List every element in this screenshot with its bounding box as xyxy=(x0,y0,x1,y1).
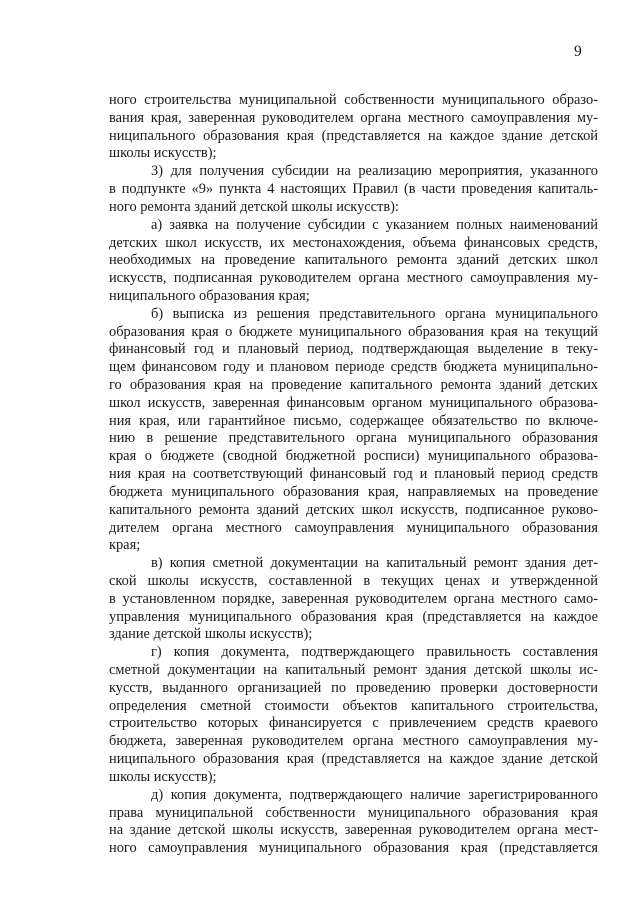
text-line: капитального ремонта зданий детских школ искусств, подписанное руково- xyxy=(109,501,598,518)
text-line: бюджета, заверенная руководителем органа местного самоуправления му- xyxy=(109,733,598,750)
text-line: края; xyxy=(109,537,141,554)
document-body xyxy=(109,92,598,858)
text-line: управления муниципального образования края (представляется на каждое xyxy=(109,608,598,625)
text-line: вания края, заверенная руководителем органа местного самоуправления му- xyxy=(109,109,598,126)
text-line: школы искусств); xyxy=(109,145,217,162)
page-number: 9 xyxy=(574,43,582,60)
text-line: на здание детской школы искусств, заверенная руководителем органа мест- xyxy=(109,822,598,839)
paragraph xyxy=(109,217,598,306)
text-line: 3) для получения субсидии на реализацию мероприятия, указанного xyxy=(151,163,598,180)
text-line: ской школы искусств, составленной в текущих ценах и утвержденной xyxy=(109,572,598,589)
text-line: нию в решение представительного органа муниципального образования xyxy=(109,430,598,447)
paragraph xyxy=(109,555,598,644)
text-line: г) копия документа, подтверждающего правильность составления xyxy=(151,644,598,661)
paragraph xyxy=(109,163,598,216)
text-line: ного строительства муниципальной собственности муниципального образо- xyxy=(109,92,598,108)
text-line: бюджета муниципального образования края, направляемых на проведение xyxy=(109,483,598,500)
text-line: б) выписка из решения представительного органа муниципального xyxy=(151,305,598,322)
text-line: определения сметной стоимости объектов капитального строительства, xyxy=(109,697,598,714)
paragraph xyxy=(109,787,598,858)
text-line: ния края на соответствующий финансовый год и плановый период средств xyxy=(109,466,598,483)
text-line: школ искусств, заверенная финансовым органом муниципального образова- xyxy=(109,394,598,411)
paragraph xyxy=(109,92,598,163)
paragraph xyxy=(109,306,598,555)
text-line: необходимых на проведение капитального ремонта зданий детских школ xyxy=(109,252,598,269)
text-line: ниципального образования края; xyxy=(109,287,310,304)
text-line: ного самоуправления муниципального образования края (представляется xyxy=(109,840,598,857)
paragraph xyxy=(109,644,598,787)
text-line: ниципального образования края (представляется на каждое здание детской xyxy=(109,751,598,768)
text-line: ниципального образования края (представляется на каждое здание детской xyxy=(109,127,598,144)
text-line: школы искусств); xyxy=(109,768,217,785)
text-line: детских школ искусств, их местонахождения, объема финансовых средств, xyxy=(109,234,598,251)
text-line: в установленном порядке, заверенная руководителем органа местного само- xyxy=(109,590,598,607)
text-line: дителем органа местного самоуправления муниципального образования xyxy=(109,519,598,536)
text-line: а) заявка на получение субсидии с указанием полных наименований xyxy=(151,216,598,233)
text-line: д) копия документа, подтверждающего наличие зарегистрированного xyxy=(151,786,598,803)
text-line: финансовый год и плановый период, подтверждающая выделение в теку- xyxy=(109,341,598,358)
text-line: кусств, выданного организацией по проведению проверки достоверности xyxy=(109,679,598,696)
text-line: образования края о бюджете муниципального образования края на текущий xyxy=(109,323,598,340)
text-line: сметной документации на капитальный ремонт здания детской школы ис- xyxy=(109,662,598,678)
text-line: строительство которых финансируется с привлечением средств краевого xyxy=(109,715,598,732)
text-line: щем финансовом году и плановом периоде средств бюджета муниципально- xyxy=(109,359,598,376)
text-line: ного ремонта зданий детской школы искусств): xyxy=(109,198,399,215)
text-line: в) копия сметной документации на капитальный ремонт здания дет- xyxy=(151,555,598,572)
text-line: края о бюджете (сводной бюджетной росписи) муниципального образова- xyxy=(109,448,598,465)
text-line: искусств, подписанная руководителем органа местного самоуправления му- xyxy=(109,270,598,287)
text-line: в подпункте «9» пункта 4 настоящих Правил (в части проведения капиталь- xyxy=(109,181,598,198)
text-line: го образования края на проведение капитального ремонта зданий детских xyxy=(109,377,598,393)
text-line: здание детской школы искусств); xyxy=(109,626,313,643)
text-line: ния края, или гарантийное письмо, содержащее обязательство по включе- xyxy=(109,412,598,429)
text-line: права муниципальной собственности муниципального образования края xyxy=(109,804,598,821)
